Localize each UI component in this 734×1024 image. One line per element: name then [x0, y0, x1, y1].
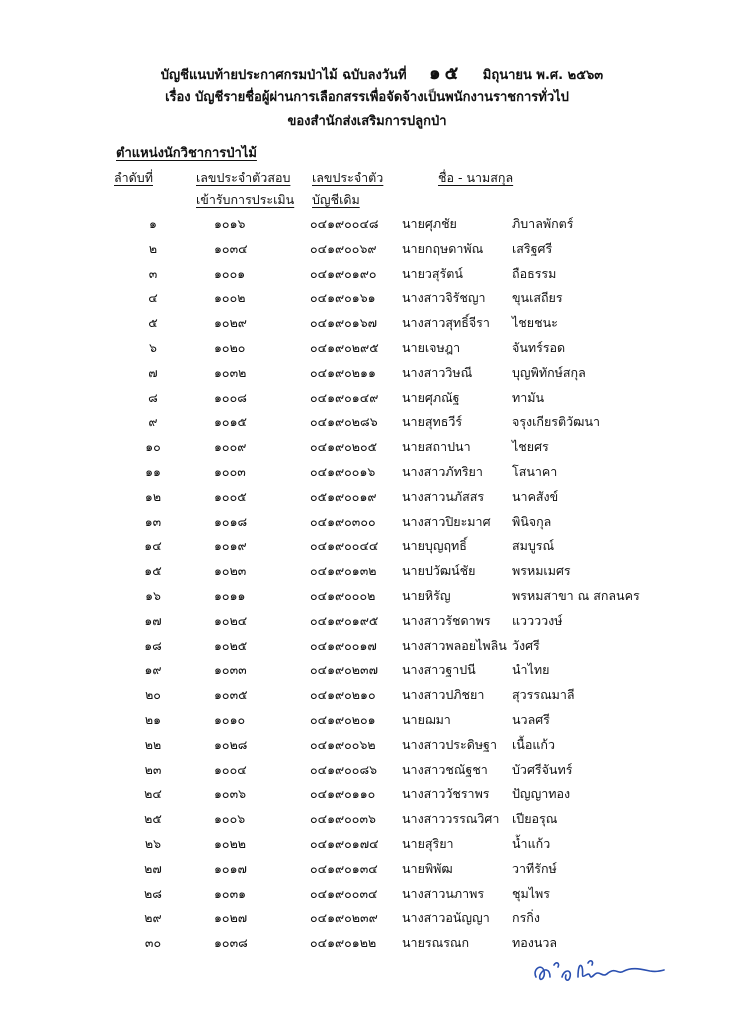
row-first-name: นายเจษฎา: [402, 339, 461, 355]
row-exam-id: ๑๐๒๔: [214, 612, 248, 628]
table-row: [0, 782, 734, 807]
row-exam-id: ๑๐๒๕: [214, 637, 248, 653]
row-first-name: นางสาวนภาพร: [402, 885, 485, 901]
row-first-name: นางสาวประดิษฐา: [402, 736, 497, 752]
table-row: [0, 435, 734, 460]
row-last-name: นวลศรี: [512, 711, 550, 727]
row-exam-id: ๑๐๒๐: [214, 339, 246, 355]
column-header-exam-id: [196, 167, 294, 211]
row-last-name: สมบูรณ์: [512, 538, 555, 554]
table-row: [0, 733, 734, 758]
row-order: ๔: [148, 290, 158, 306]
row-account-id: ๐๔๑๙๐๒๐๕: [310, 439, 378, 455]
row-first-name: นางสาวชณัฐชา: [402, 761, 488, 777]
row-last-name: จันทร์รอด: [512, 339, 566, 355]
row-account-id: ๐๔๑๙๐๐๘๖: [310, 761, 378, 777]
row-first-name: นางสาวนภัสสร: [402, 488, 485, 504]
row-first-name: นายพิพัฒ: [402, 860, 453, 876]
header-line-1-prefix: บัญชีแนบท้ายประกาศกรมป่าไม้ ฉบับลงวันที่: [160, 68, 407, 83]
row-order: ๗: [148, 364, 158, 380]
row-order: ๑๒: [144, 488, 162, 504]
row-first-name: นายศุภชัย: [402, 216, 457, 231]
row-account-id: ๐๔๑๙๐๑๒๒: [310, 935, 377, 951]
row-first-name: นายฌมา: [402, 711, 451, 727]
row-last-name: นำไทย: [512, 662, 550, 678]
row-first-name: นายกฤษดาพัณ: [402, 240, 484, 256]
row-account-id: ๐๔๑๙๐๓๐๐: [310, 513, 376, 529]
row-account-id: ๐๔๑๙๐๐๑๗: [310, 637, 377, 653]
row-first-name: นางสาวฐาปนี: [402, 662, 476, 678]
row-first-name: นางสาวภัทริยา: [402, 463, 483, 479]
row-first-name: นางสาวปภิชยา: [402, 687, 485, 703]
row-account-id: ๐๔๑๙๐๒๙๕: [310, 339, 379, 355]
row-last-name: บุญพิทักษ์สกุล: [512, 364, 586, 380]
row-exam-id: ๑๐๑๐: [214, 711, 246, 727]
row-exam-id: ๑๐๐๑: [214, 265, 246, 281]
table-row: [0, 361, 734, 386]
row-order: ๕: [148, 315, 158, 331]
row-order: ๒๖: [144, 835, 162, 851]
table-row: [0, 584, 734, 609]
column-header-account-id-line-2: บัญชีเดิม: [312, 192, 360, 207]
row-exam-id: ๑๐๐๖: [214, 811, 246, 827]
row-last-name: เสริฐศรี: [512, 240, 553, 256]
row-account-id: ๐๕๑๙๐๐๑๙: [310, 488, 377, 504]
row-order: ๒๐: [145, 687, 161, 703]
row-order: ๙: [148, 414, 158, 430]
row-account-id: ๐๔๑๙๐๒๘๖: [310, 414, 378, 430]
signature-image: [528, 955, 668, 989]
row-last-name: ถือธรรม: [512, 265, 557, 281]
row-order: ๒๘: [144, 885, 162, 901]
row-order: ๒๕: [144, 811, 162, 827]
row-account-id: ๐๔๑๙๐๑๙๕: [310, 612, 379, 628]
table-row: [0, 534, 734, 559]
row-account-id: ๐๔๑๙๐๒๑๐: [310, 687, 376, 703]
row-exam-id: ๑๐๐๔: [214, 761, 247, 777]
row-first-name: นางสาววรรณวิศา: [402, 811, 500, 827]
row-exam-id: ๑๐๐๕: [214, 488, 247, 504]
row-first-name: นายศุภณัฐ: [402, 389, 460, 405]
table-row: [0, 262, 734, 287]
row-exam-id: ๑๐๑๑: [214, 587, 246, 603]
row-first-name: นายสุริยา: [402, 835, 454, 851]
row-last-name: ภิบาลพักตร์: [512, 216, 574, 231]
section-title: ตำแหน่งนักวิชาการป่าไม้: [116, 146, 257, 161]
row-first-name: นางสาวพลอยไพลิน: [402, 637, 507, 653]
row-last-name: พรหมเมศร: [512, 563, 571, 579]
row-exam-id: ๑๐๓๕: [214, 687, 248, 703]
row-exam-id: ๑๐๒๓: [214, 563, 247, 579]
row-last-name: ทองนวล: [512, 935, 558, 951]
row-account-id: ๐๔๑๙๐๒๓๙: [310, 910, 378, 926]
row-account-id: ๐๔๑๙๐๐๑๖: [310, 463, 376, 479]
table-row: [0, 460, 734, 485]
table-row: [0, 708, 734, 733]
row-order: ๖: [149, 339, 157, 355]
row-order: ๑๗: [144, 612, 162, 628]
table-row: [0, 510, 734, 535]
row-account-id: ๐๔๑๙๐๐๓๖: [310, 811, 376, 827]
row-last-name: วาทีรักษ์: [512, 860, 557, 876]
row-last-name: พินิจกุล: [512, 513, 552, 529]
row-exam-id: ๑๐๓๖: [214, 786, 247, 802]
row-first-name: นางสาววิษณี: [402, 364, 473, 380]
row-order: ๒๙: [144, 910, 162, 926]
row-account-id: ๐๔๑๙๐๒๑๑: [310, 364, 376, 380]
row-account-id: ๐๔๑๙๐๑๖๗: [310, 315, 378, 331]
row-first-name: นายปวัฒน์ชัย: [402, 563, 476, 579]
row-last-name: เปียอรุณ: [512, 811, 558, 827]
table-row: [0, 559, 734, 584]
row-account-id: ๐๔๑๙๐๑๖๑: [310, 290, 376, 306]
row-exam-id: ๑๐๑๙: [214, 538, 247, 554]
table-row: [0, 882, 734, 907]
row-last-name: กรกิ่ง: [512, 910, 540, 926]
table-row: [0, 857, 734, 882]
row-account-id: ๐๔๑๙๐๑๗๔: [310, 835, 379, 851]
row-order: ๒๒: [144, 736, 162, 752]
header-line-1-suffix: มิถุนายน พ.ศ. ๒๕๖๓: [482, 68, 604, 83]
row-account-id: ๐๔๑๙๐๐๔๔: [310, 538, 379, 554]
header-line-2: เรื่อง บัญชีรายชื่อผู้ผ่านการเลือกสรรเพื่อจัดจ้างเป็นพนักงานราชการทั่วไป: [165, 90, 569, 105]
row-exam-id: ๑๐๑๕: [214, 414, 247, 430]
row-account-id: ๐๔๑๙๐๑๓๔: [310, 860, 378, 876]
table-row: [0, 658, 734, 683]
row-account-id: ๐๔๑๙๐๑๑๐: [310, 786, 376, 802]
row-account-id: ๐๔๑๙๐๑๓๒: [310, 563, 377, 579]
table-row: [0, 410, 734, 435]
table-row: [0, 286, 734, 311]
row-first-name: นางสาวรัชดาพร: [402, 612, 491, 628]
table-row: [0, 386, 734, 411]
row-order: ๒: [148, 240, 158, 256]
row-exam-id: ๑๐๓๒: [214, 364, 247, 380]
column-header-account-id: [312, 167, 383, 211]
document-header: [0, 62, 734, 134]
row-last-name: ชุมไพร: [512, 885, 550, 901]
table-row: [0, 237, 734, 262]
row-last-name: ปัญญาทอง: [512, 786, 571, 802]
header-line-3: ของสำนักส่งเสริมการปลูกป่า: [287, 114, 447, 129]
row-exam-id: ๑๐๒๘: [214, 736, 248, 752]
row-last-name: สุวรรณมาลี: [512, 687, 575, 703]
column-header-account-id-line-1: เลขประจำตัว: [312, 170, 384, 185]
row-order: ๑๘: [144, 637, 162, 653]
row-order: ๓๐: [144, 935, 162, 951]
row-order: ๒๓: [144, 761, 162, 777]
row-exam-id: ๑๐๑๘: [214, 513, 248, 529]
row-last-name: นาคสังข์: [512, 488, 559, 504]
row-order: ๒๑: [144, 711, 162, 727]
table-row: [0, 485, 734, 510]
row-order: ๑๑: [145, 463, 161, 479]
table-row: [0, 683, 734, 708]
column-header-order: ลำดับที่: [114, 170, 153, 185]
table-row: [0, 609, 734, 634]
row-first-name: นายบุญฤทธิ์: [402, 538, 467, 554]
row-last-name: ไชยชนะ: [512, 315, 558, 331]
row-last-name: บัวศรีจันทร์: [512, 761, 573, 777]
row-exam-id: ๑๐๐๓: [214, 463, 246, 479]
row-first-name: นายสุทธวีร์: [402, 414, 463, 430]
row-account-id: ๐๔๑๙๐๐๔๘: [310, 216, 379, 231]
row-account-id: ๐๔๑๙๐๒๓๗: [310, 662, 378, 678]
column-header-name: ชื่อ - นามสกุล: [438, 170, 514, 185]
row-exam-id: ๑๐๒๒: [214, 835, 247, 851]
row-account-id: ๐๔๑๙๐๑๔๙: [310, 389, 379, 405]
row-order: ๒๔: [144, 786, 162, 802]
row-last-name: วังศรี: [512, 637, 540, 653]
column-header-exam-id-line-2: เข้ารับการประเมิน: [196, 192, 295, 207]
row-last-name: แววววงษ์: [512, 612, 563, 628]
header-date-day: ๑๕: [429, 63, 463, 84]
row-exam-id: ๑๐๑๗: [214, 860, 247, 876]
row-order: ๑๙: [144, 662, 162, 678]
row-first-name: นายรณรณก: [402, 935, 470, 951]
row-last-name: เนื้อแก้ว: [512, 736, 555, 752]
table-row: [0, 906, 734, 931]
row-first-name: นางสาวอนัญญา: [402, 910, 490, 926]
row-order: ๑: [149, 216, 157, 231]
row-first-name: นางสาวจิรัชญา: [402, 290, 486, 306]
row-order: ๒๗: [144, 860, 162, 876]
row-first-name: นางสาววัชราพร: [402, 786, 490, 802]
table-row: [0, 807, 734, 832]
row-order: ๑๔: [144, 538, 162, 554]
table-row: [0, 931, 734, 956]
row-last-name: จรุงเกียรติวัฒนา: [512, 414, 601, 430]
column-header-exam-id-line-1: เลขประจำตัวสอบ: [196, 170, 291, 185]
row-last-name: โสนาคา: [512, 463, 558, 479]
row-first-name: นายสถาปนา: [402, 439, 471, 455]
row-last-name: ไชยศร: [512, 439, 549, 455]
table-row: [0, 634, 734, 659]
row-exam-id: ๑๐๓๑: [214, 885, 247, 901]
row-exam-id: ๑๐๓๘: [214, 935, 248, 951]
row-exam-id: ๑๐๓๔: [214, 240, 248, 256]
row-last-name: น้ำแก้ว: [512, 835, 551, 851]
row-exam-id: ๑๐๑๖: [214, 216, 246, 231]
table-row: [0, 336, 734, 361]
table-row: [0, 212, 734, 237]
results-table: [0, 212, 734, 956]
row-last-name: ขุนเสถียร: [512, 290, 563, 306]
table-row: [0, 311, 734, 336]
row-exam-id: ๑๐๓๓: [214, 662, 247, 678]
row-order: ๑๕: [144, 563, 162, 579]
row-first-name: นายวสุรัตน์: [402, 265, 463, 281]
table-row: [0, 758, 734, 783]
row-account-id: ๐๔๑๙๐๐๖๙: [310, 240, 377, 256]
row-order: ๑๓: [144, 513, 162, 529]
row-first-name: นายหิรัญ: [402, 587, 451, 603]
row-account-id: ๐๔๑๙๐๐๖๒: [310, 736, 376, 752]
row-order: ๓: [148, 265, 158, 281]
row-order: ๑๐: [145, 439, 161, 455]
row-account-id: ๐๔๑๙๐๐๐๒: [310, 587, 376, 603]
row-exam-id: ๑๐๐๙: [214, 439, 247, 455]
row-order: ๑๖: [145, 587, 161, 603]
row-exam-id: ๑๐๐๒: [214, 290, 246, 306]
row-account-id: ๐๔๑๙๐๑๙๐: [310, 265, 377, 281]
row-exam-id: ๑๐๒๗: [214, 910, 248, 926]
row-order: ๘: [148, 389, 158, 405]
row-last-name: ทามัน: [512, 389, 545, 405]
row-last-name: พรหมสาขา ณ สกลนคร: [512, 587, 640, 603]
row-first-name: นางสาวสุทธิ์จีรา: [402, 315, 490, 331]
row-account-id: ๐๔๑๙๐๒๐๑: [310, 711, 376, 727]
row-account-id: ๐๔๑๙๐๐๓๔: [310, 885, 378, 901]
row-exam-id: ๑๐๐๘: [214, 389, 247, 405]
row-first-name: นางสาวปิยะมาศ: [402, 513, 491, 529]
header-line-1: [0, 62, 734, 86]
table-row: [0, 832, 734, 857]
row-exam-id: ๑๐๒๙: [214, 315, 247, 331]
